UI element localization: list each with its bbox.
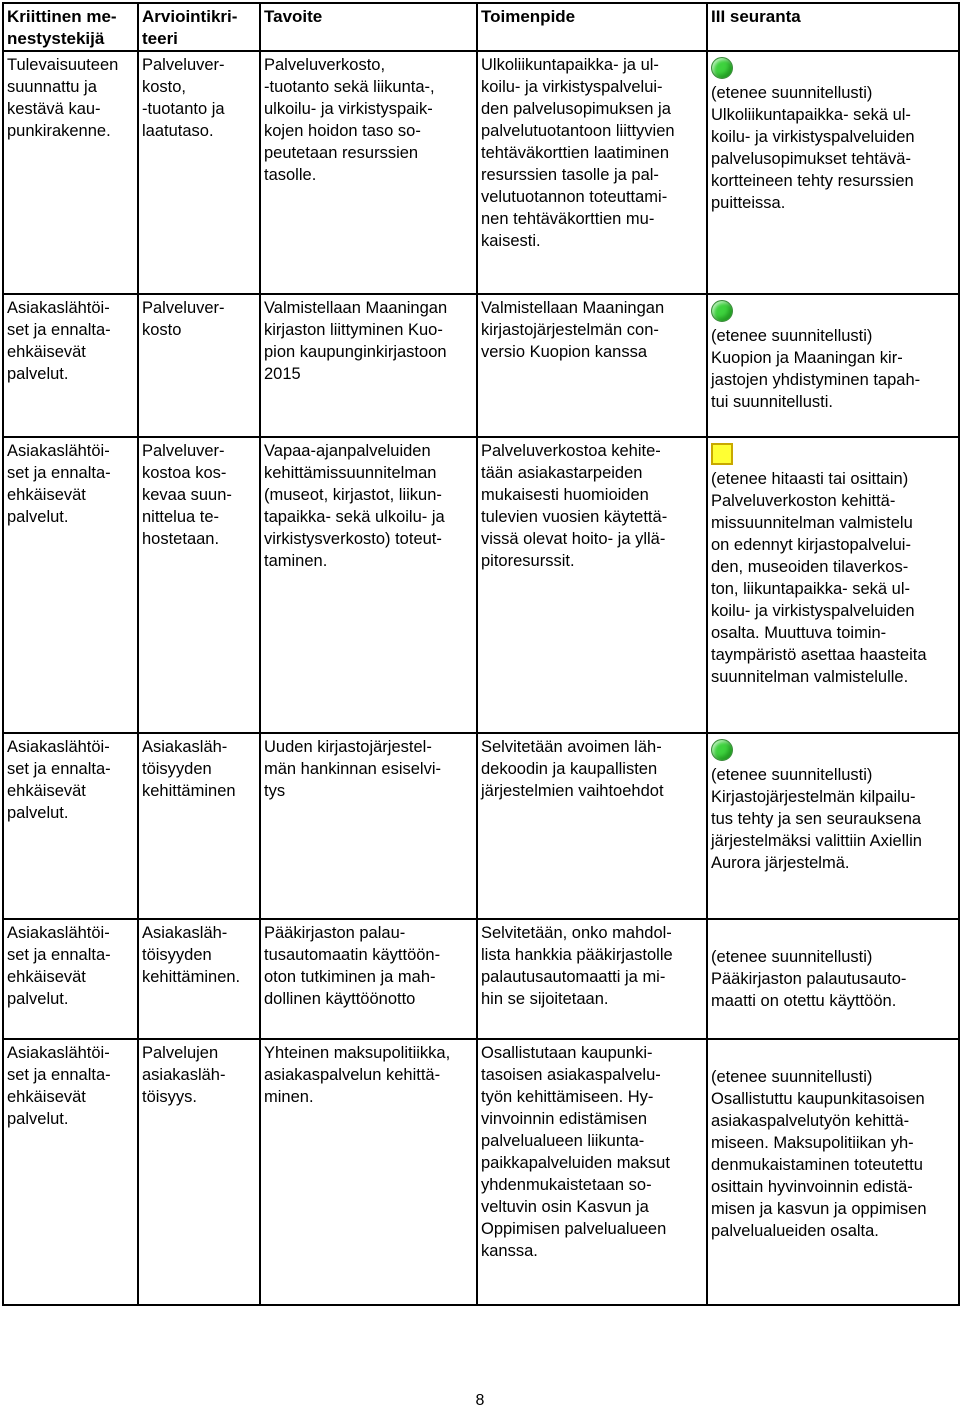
follow-up-text: Kirjastojärjestelmän kilpailu- tus tehty ja sen seurauksena järjestelmäksi valittiin Axiellin Aurora järjestelmä. — [711, 788, 922, 872]
status-block — [711, 736, 955, 874]
green-circle-icon — [711, 739, 733, 761]
action-cell: Palveluverkostoa kehite- tään asiakastarpeiden mukaisesti huomioiden tulevien vuosien käytettä- vissä olevat hoito- ja yllä- pitoresurssit. — [477, 437, 707, 733]
critical-factor-cell: Asiakaslähtöi- set ja ennalta- ehkäisevät palvelut. — [3, 294, 138, 437]
follow-up-text: Pääkirjaston palautusauto- maatti on otettu käyttöön. — [711, 970, 907, 1010]
table-row — [3, 437, 959, 733]
yellow-square-icon — [711, 443, 733, 465]
status-block — [711, 54, 955, 214]
status-block — [711, 922, 955, 1012]
status-label: (etenee hitaasti tai osittain) — [711, 470, 909, 488]
status-label: (etenee suunnitellusti) — [711, 766, 873, 784]
action-cell: Selvitetään avoimen läh- dekoodin ja kaupallisten järjestelmien vaihtoehdot — [477, 733, 707, 919]
follow-up-text: Ulkoliikuntapaikka- sekä ul- koilu- ja virkistyspalveluiden palvelusopimukset tehtävä- kortteineen tehty resurssien puitteissa. — [711, 106, 915, 212]
table-row — [3, 1039, 959, 1305]
follow-up-text: Osallistuttu kaupunkitasoisen asiakaspalvelutyön kehittä- miseen. Maksupolitiikan yh- denmukaistaminen toteutettu osittain hyvinvoinnin edistä- misen ja kasvun ja oppimisen palvelualueiden osalta. — [711, 1090, 927, 1240]
header-follow-up: III seuranta — [707, 3, 959, 51]
critical-factor-cell: Asiakaslähtöi- set ja ennalta- ehkäisevät palvelut. — [3, 733, 138, 919]
follow-up-cell — [707, 733, 959, 919]
follow-up-text: Palveluverkoston kehittä- missuunnitelman valmistelu on edennyt kirjastopalvelui- den, museoiden tilaverkos- ton, liikuntapaikka- sekä ul- koilu- ja virkistyspalveluiden osalta. Muuttuva toimin- taympäristö asettaa haasteita suunnitelman valmistelulle. — [711, 492, 927, 686]
criterion-cell: Palveluver- kosto — [138, 294, 260, 437]
criterion-cell: Palveluver- kosto, -tuotanto ja laatutaso. — [138, 51, 260, 294]
table-row — [3, 51, 959, 294]
green-circle-icon — [711, 300, 733, 322]
action-cell: Osallistutaan kaupunki- tasoisen asiakaspalvelu- työn kehittämiseen. Hy- vinvoinnin edistämisen palvelualueen liikunta- paikkapalveluiden maksut yhdenmukaistetaan so- veltuvin osin Kasvun ja Oppimisen palvelualueen kanssa. — [477, 1039, 707, 1305]
follow-up-cell — [707, 51, 959, 294]
header-criterion: Arviointikri- teeri — [138, 3, 260, 51]
green-circle-icon — [711, 57, 733, 79]
follow-up-cell — [707, 919, 959, 1039]
status-label: (etenee suunnitellusti) — [711, 327, 873, 345]
goal-cell: Vapaa-ajanpalveluiden kehittämissuunnitelman (museot, kirjastot, liikun- tapaikka- sekä ulkoilu- ja virkistysverkosto) toteut- taminen. — [260, 437, 477, 733]
status-label: (etenee suunnitellusti) — [711, 1068, 873, 1086]
status-block — [711, 440, 955, 688]
criterion-cell: Asiakasläh- töisyyden kehittäminen. — [138, 919, 260, 1039]
criterion-cell: Palvelujen asiakasläh- töisyys. — [138, 1039, 260, 1305]
goal-cell: Palveluverkosto, -tuotanto sekä liikunta-, ulkoilu- ja virkistyspaik- kojen hoidon taso so- peutetaan resurssien tasolle. — [260, 51, 477, 294]
follow-up-cell — [707, 437, 959, 733]
action-cell: Selvitetään, onko mahdol- lista hankkia pääkirjastolle palautusautomaatti ja mi- hin se sijoitetaan. — [477, 919, 707, 1039]
header-critical-factor: Kriittinen me- nestystekijä — [3, 3, 138, 51]
follow-up-table — [2, 2, 960, 1306]
page-number: 8 — [475, 1392, 485, 1409]
follow-up-cell — [707, 294, 959, 437]
header-goal: Tavoite — [260, 3, 477, 51]
status-block — [711, 1042, 955, 1242]
action-cell: Valmistellaan Maaningan kirjastojärjestelmän con- versio Kuopion kanssa — [477, 294, 707, 437]
critical-factor-cell: Tulevaisuuteen suunnattu ja kestävä kau- punkirakenne. — [3, 51, 138, 294]
action-cell: Ulkoliikuntapaikka- ja ul- koilu- ja virkistyspalvelui- den palvelusopimuksen ja palvelutuotantoon liittyvien tehtäväkorttien laatiminen resurssien tasolle ja pal- velutuotannon toteuttami- nen tehtäväkorttien mu- kaisesti. — [477, 51, 707, 294]
goal-cell: Uuden kirjastojärjestel- män hankinnan esiselvi- tys — [260, 733, 477, 919]
table-row — [3, 294, 959, 437]
status-label: (etenee suunnitellusti) — [711, 948, 873, 966]
critical-factor-cell: Asiakaslähtöi- set ja ennalta- ehkäisevät palvelut. — [3, 919, 138, 1039]
status-label: (etenee suunnitellusti) — [711, 84, 873, 102]
table-row — [3, 733, 959, 919]
goal-cell: Pääkirjaston palau- tusautomaatin käyttöön- oton tutkiminen ja mah- dollinen käyttöönotto — [260, 919, 477, 1039]
follow-up-text: Kuopion ja Maaningan kir- jastojen yhdistyminen tapah- tui suunnitellusti. — [711, 349, 921, 411]
criterion-cell: Asiakasläh- töisyyden kehittäminen — [138, 733, 260, 919]
follow-up-cell — [707, 1039, 959, 1305]
critical-factor-cell: Asiakaslähtöi- set ja ennalta- ehkäisevät palvelut. — [3, 437, 138, 733]
table-row — [3, 919, 959, 1039]
goal-cell: Valmistellaan Maaningan kirjaston liittyminen Kuo- pion kaupunginkirjastoon 2015 — [260, 294, 477, 437]
status-block — [711, 297, 955, 413]
goal-cell: Yhteinen maksupolitiikka, asiakaspalvelun kehittä- minen. — [260, 1039, 477, 1305]
header-action: Toimenpide — [477, 3, 707, 51]
critical-factor-cell: Asiakaslähtöi- set ja ennalta- ehkäisevät palvelut. — [3, 1039, 138, 1305]
header-row — [3, 3, 959, 51]
criterion-cell: Palveluver- kostoa kos- kevaa suun- nittelua te- hostetaan. — [138, 437, 260, 733]
